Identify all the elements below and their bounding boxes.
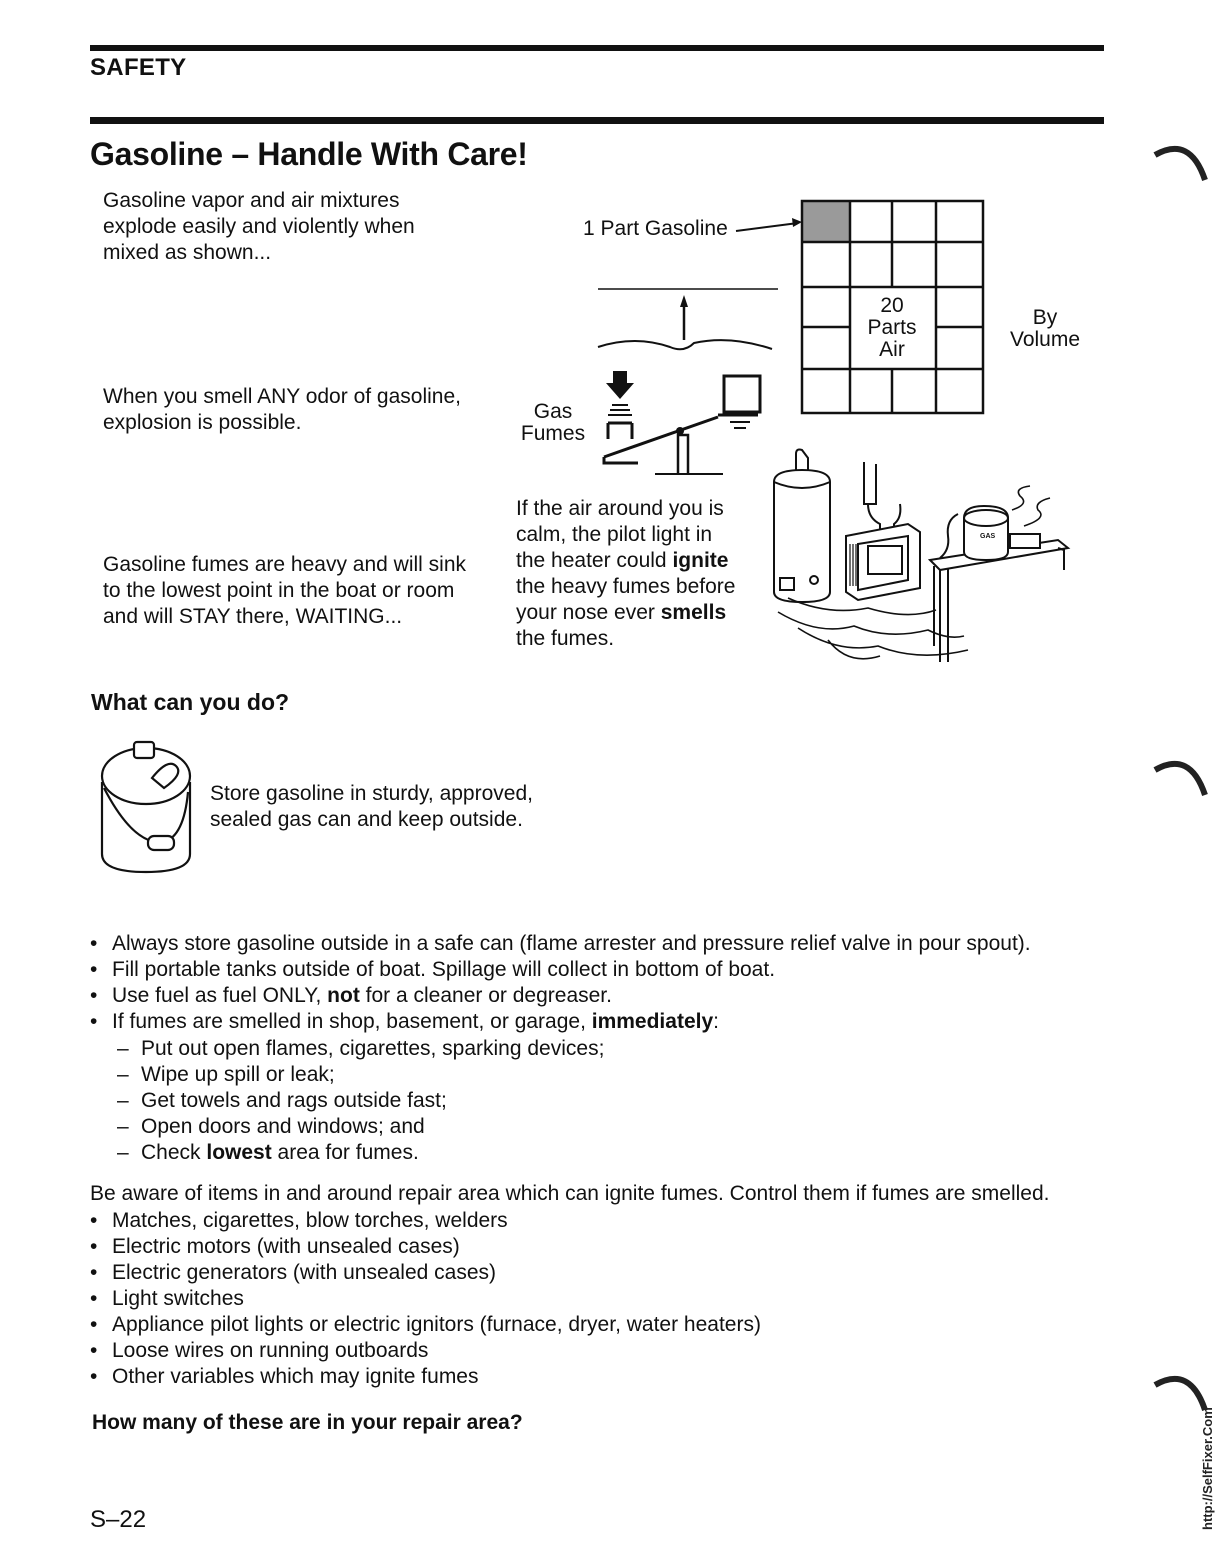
list-item: – Wipe up spill or leak; [117, 1062, 604, 1088]
list-item: • Other variables which may ignite fumes [90, 1364, 761, 1390]
list-item: • Electric motors (with unsealed cases) [90, 1234, 761, 1260]
list-item: – Open doors and windows; and [117, 1114, 604, 1140]
heater-line [516, 600, 735, 626]
heater-explanation [516, 496, 735, 652]
intro-p2-line: When you smell ANY odor of gasoline, [103, 385, 461, 408]
binding-mark-1 [1155, 149, 1205, 180]
immediate-actions-list [117, 1036, 604, 1166]
heater-line: the fumes. [516, 627, 615, 650]
emphasis-immediately: immediately [591, 1010, 714, 1033]
emphasis-not: not [327, 984, 360, 1007]
list-item [90, 983, 1031, 1009]
intro-paragraph-2 [103, 384, 461, 436]
emphasis-ignite: ignite [672, 549, 729, 572]
safety-rules-list [90, 931, 1031, 1035]
list-item [117, 1140, 604, 1166]
gas-fumes-label [515, 401, 591, 445]
intro-p1-line: mixed as shown... [103, 241, 272, 264]
intro-p2-line: explosion is possible. [103, 411, 302, 434]
scale-base [656, 474, 722, 475]
intro-p3-line: to the lowest point in the boat or room [103, 579, 455, 602]
intro-p1-line: Gasoline vapor and air mixtures [103, 189, 400, 212]
gas-can-icon [94, 736, 198, 878]
closing-question: How many of these are in your repair area? [92, 1411, 523, 1434]
air-box [724, 376, 760, 412]
heater-line-text: the heater could [516, 549, 673, 572]
store-line: Store gasoline in sturdy, approved, [210, 782, 533, 805]
list-item: • Appliance pilot lights or electric ignitors (furnace, dryer, water heaters) [90, 1312, 761, 1338]
fumes-pan [608, 423, 632, 439]
list-item: • Fill portable tanks outside of boat. Spillage will collect in bottom of boat. [90, 957, 1031, 983]
intro-paragraph-1 [103, 188, 415, 266]
gasoline-pointer [736, 223, 798, 231]
section-label: SAFETY [90, 54, 187, 81]
list-item-text: Use fuel as fuel ONLY, [112, 984, 328, 1007]
by-volume-label [1002, 307, 1088, 351]
air-label-line: 20 [880, 294, 904, 317]
what-can-you-do-heading: What can you do? [91, 689, 290, 715]
side-url-watermark: http://SelfFixer.Com [1200, 1407, 1215, 1530]
fumes-label-line: Gas [533, 400, 573, 423]
header-top-rule [90, 45, 1104, 51]
intro-p3-line: and will STAY there, WAITING... [103, 605, 403, 628]
list-item: • Electric generators (with unsealed cases) [90, 1260, 761, 1286]
heater-line: calm, the pilot light in [516, 523, 713, 546]
page-number: S–22 [90, 1506, 147, 1533]
list-item-text: : [713, 1010, 719, 1033]
list-item: • Light switches [90, 1286, 761, 1312]
heater-line: the heavy fumes before [516, 575, 736, 598]
rising-arrow-head [680, 295, 688, 307]
ignition-sources-list [90, 1208, 761, 1390]
furnace-icon [864, 462, 876, 504]
page-title: Gasoline – Handle With Care! [90, 136, 528, 172]
gasoline-pointer-arrow [792, 218, 802, 227]
intro-p1-line: explode easily and violently when [103, 215, 415, 238]
gasoline-cell [802, 201, 850, 242]
volume-label-line: Volume [1009, 328, 1081, 351]
heater-line [516, 548, 735, 574]
intro-paragraph-3 [103, 552, 466, 630]
gas-can-tag: GAS [980, 533, 996, 540]
down-arrow-head [606, 383, 634, 399]
list-item-text: If fumes are smelled in shop, basement, or garage, [112, 1010, 592, 1033]
list-item: • Always store gasoline outside in a safe can (flame arrester and pressure relief valve in pour spout). [90, 931, 1031, 957]
list-item: – Put out open flames, cigarettes, sparking devices; [117, 1036, 604, 1062]
list-item: • Loose wires on running outboards [90, 1338, 761, 1364]
scale-post [678, 435, 688, 475]
emphasis-smells: smells [660, 601, 727, 624]
heater-line-text: your nose ever [516, 601, 661, 624]
list-item [90, 1009, 1031, 1035]
list-item-text: Check [141, 1141, 207, 1164]
heater-line: If the air around you is [516, 497, 724, 520]
store-line: sealed gas can and keep outside. [210, 808, 523, 831]
air-parts-label [852, 295, 932, 361]
air-label-line: Air [879, 338, 905, 361]
list-item-text: for a cleaner or degreaser. [359, 984, 612, 1007]
list-item: • Matches, cigarettes, blow torches, welders [90, 1208, 761, 1234]
aware-intro: Be aware of items in and around repair area which can ignite fumes. Control them if fumes are smelled. [90, 1182, 1050, 1205]
list-item-text: area for fumes. [271, 1141, 419, 1164]
binding-marks [1150, 130, 1220, 1430]
air-label-line: Parts [867, 316, 917, 339]
gasoline-part-label: 1 Part Gasoline [583, 217, 728, 240]
list-item: – Get towels and rags outside fast; [117, 1088, 604, 1114]
fumes-label-line: Fumes [520, 422, 586, 445]
binding-mark-3 [1155, 1379, 1205, 1410]
heater-scene-illustration [768, 440, 1072, 672]
emphasis-lowest: lowest [206, 1141, 272, 1164]
down-arrow-stem [613, 371, 627, 383]
wave-line [598, 340, 772, 349]
header-bottom-rule [90, 117, 1104, 124]
volume-label-line: By [1032, 306, 1058, 329]
binding-mark-2 [1155, 764, 1205, 795]
store-gasoline-text [210, 781, 533, 833]
intro-p3-line: Gasoline fumes are heavy and will sink [103, 553, 467, 576]
